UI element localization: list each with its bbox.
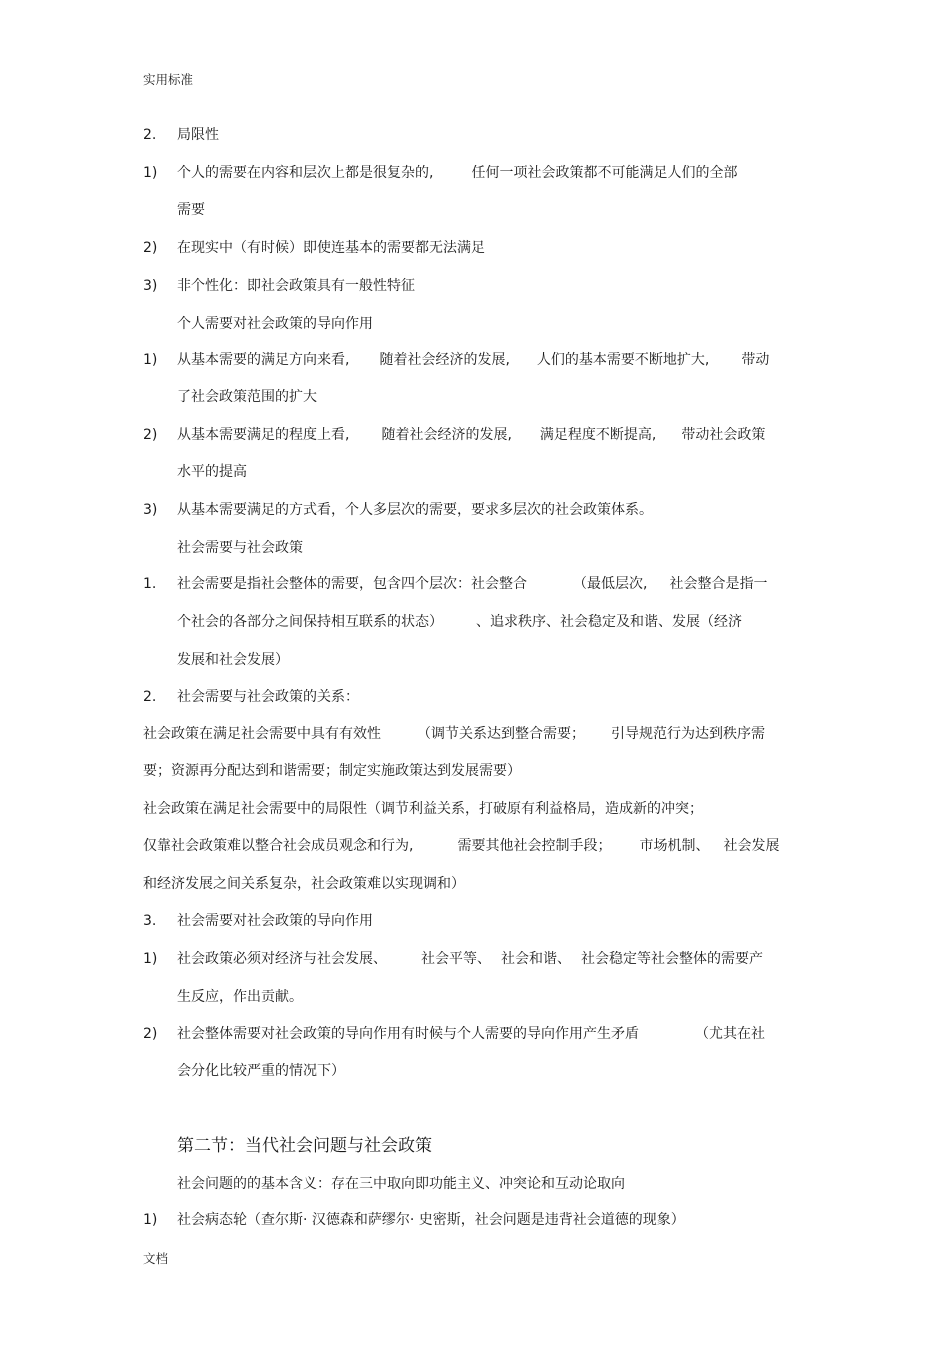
subheading-text: 社会需要与社会政策	[177, 540, 303, 556]
text-segment: 随着社会经济的发展,	[381, 427, 512, 443]
text-segment: 从基本需要满足的程度上看,	[177, 427, 350, 443]
paragraph-text: 和经济发展之间关系复杂，社会政策难以实现调和）	[143, 876, 465, 892]
text-segment: 社会需要是指社会整体的需要，包含四个层次：社会整合	[177, 576, 527, 592]
text-segment: 仅靠社会政策难以整合社会成员观念和行为,	[143, 838, 414, 854]
section-title: 第二节：当代社会问题与社会政策	[177, 1136, 432, 1156]
list-number: 1)	[143, 1212, 158, 1228]
page-header: 实用标准	[143, 72, 194, 87]
paragraph-text: 社会需要与社会政策的关系：	[177, 689, 359, 705]
text-segment: 社会稳定等社会整体的需要产	[581, 951, 763, 967]
paragraph-text	[177, 575, 767, 593]
text-segment: 满足程度不断提高,	[539, 427, 657, 443]
paragraph-text: 水平的提高	[177, 464, 247, 480]
paragraph-text: 要；资源再分配达到和谐需要；制定实施政策达到发展需要）	[143, 763, 521, 779]
text-segment: 市场机制、	[639, 838, 710, 854]
paragraph-text	[177, 613, 742, 631]
list-number: 3)	[143, 502, 158, 518]
paragraph-text	[143, 837, 779, 855]
text-segment: 引导规范行为达到秩序需	[611, 726, 765, 742]
text-segment: 社会和谐、	[501, 951, 571, 967]
paragraph-text: 社会政策在满足社会需要中的局限性（调节利益关系，打破原有利益格局，造成新的冲突；	[143, 801, 703, 817]
list-number: 1)	[143, 951, 158, 967]
paragraph-text	[177, 950, 763, 968]
paragraph-text	[177, 351, 769, 369]
list-number: 3)	[143, 278, 158, 294]
paragraph-text: 发展和社会发展）	[177, 652, 289, 668]
paragraph-text: 生反应，作出贡献。	[177, 989, 303, 1005]
text-segment: 随着社会经济的发展,	[379, 352, 510, 368]
list-number: 2.	[143, 689, 157, 705]
heading-text: 局限性	[177, 127, 219, 143]
paragraph-text: 社会问题的的基本含义：存在三中取向即功能主义、冲突论和互动论取向	[177, 1176, 625, 1192]
text-segment: 带动	[741, 352, 770, 368]
text-segment: 需要其他社会控制手段；	[457, 838, 612, 854]
text-segment: 人们的基本需要不断地扩大,	[536, 352, 710, 368]
text-segment: 带动社会政策	[681, 427, 766, 443]
paragraph-text: 社会需要对社会政策的导向作用	[177, 913, 373, 929]
text-segment: （尤其在社	[695, 1026, 765, 1042]
paragraph-text	[143, 725, 765, 743]
paragraph-text: 非个性化：即社会政策具有一般性特征	[177, 278, 415, 294]
list-number: 1)	[143, 352, 158, 368]
list-number: 2)	[143, 240, 158, 256]
paragraph-text: 会分化比较严重的情况下）	[177, 1063, 345, 1079]
text-segment: 社会政策必须对经济与社会发展、	[177, 951, 387, 967]
page-footer: 文档	[143, 1251, 169, 1266]
paragraph-text: 需要	[177, 202, 205, 218]
list-number: 2)	[143, 427, 158, 443]
list-number: 2.	[143, 127, 157, 143]
text-segment: 社会整合是指一	[669, 576, 768, 592]
text-segment: 、追求秩序、社会稳定及和谐、发展（经济	[476, 614, 742, 630]
paragraph-text: 在现实中（有时候）即使连基本的需要都无法满足	[177, 240, 485, 256]
text-segment: 从基本需要的满足方向来看,	[177, 352, 350, 368]
text-segment: 社会政策在满足社会需要中具有有效性	[143, 726, 381, 742]
list-number: 1)	[143, 165, 158, 181]
text-segment: 个社会的各部分之间保持相互联系的状态）	[177, 614, 443, 630]
paragraph-text	[177, 1025, 765, 1043]
text-segment: 社会整体需要对社会政策的导向作用有时候与个人需要的导向作用产生矛盾	[177, 1026, 639, 1042]
list-number: 3.	[143, 913, 157, 929]
text-segment: 个人的需要在内容和层次上都是很复杂的,	[177, 165, 434, 181]
subheading-text: 个人需要对社会政策的导向作用	[177, 316, 373, 332]
paragraph-text: 了社会政策范围的扩大	[177, 389, 317, 405]
text-segment: 社会平等、	[421, 951, 491, 967]
paragraph-text	[177, 164, 737, 182]
list-number: 2)	[143, 1026, 158, 1042]
text-segment: （最低层次,	[573, 576, 648, 592]
text-segment: 任何一项社会政策都不可能满足人们的全部	[471, 165, 738, 181]
paragraph-text	[177, 426, 765, 444]
paragraph-text: 从基本需要满足的方式看，个人多层次的需要，要求多层次的社会政策体系。	[177, 502, 653, 518]
text-segment: 社会发展	[723, 838, 780, 854]
paragraph-text: 社会病态轮（查尔斯· 汉德森和萨缪尔· 史密斯，社会问题是违背社会道德的现象）	[177, 1212, 685, 1228]
list-number: 1.	[143, 576, 157, 592]
text-segment: （调节关系达到整合需要；	[417, 726, 585, 742]
